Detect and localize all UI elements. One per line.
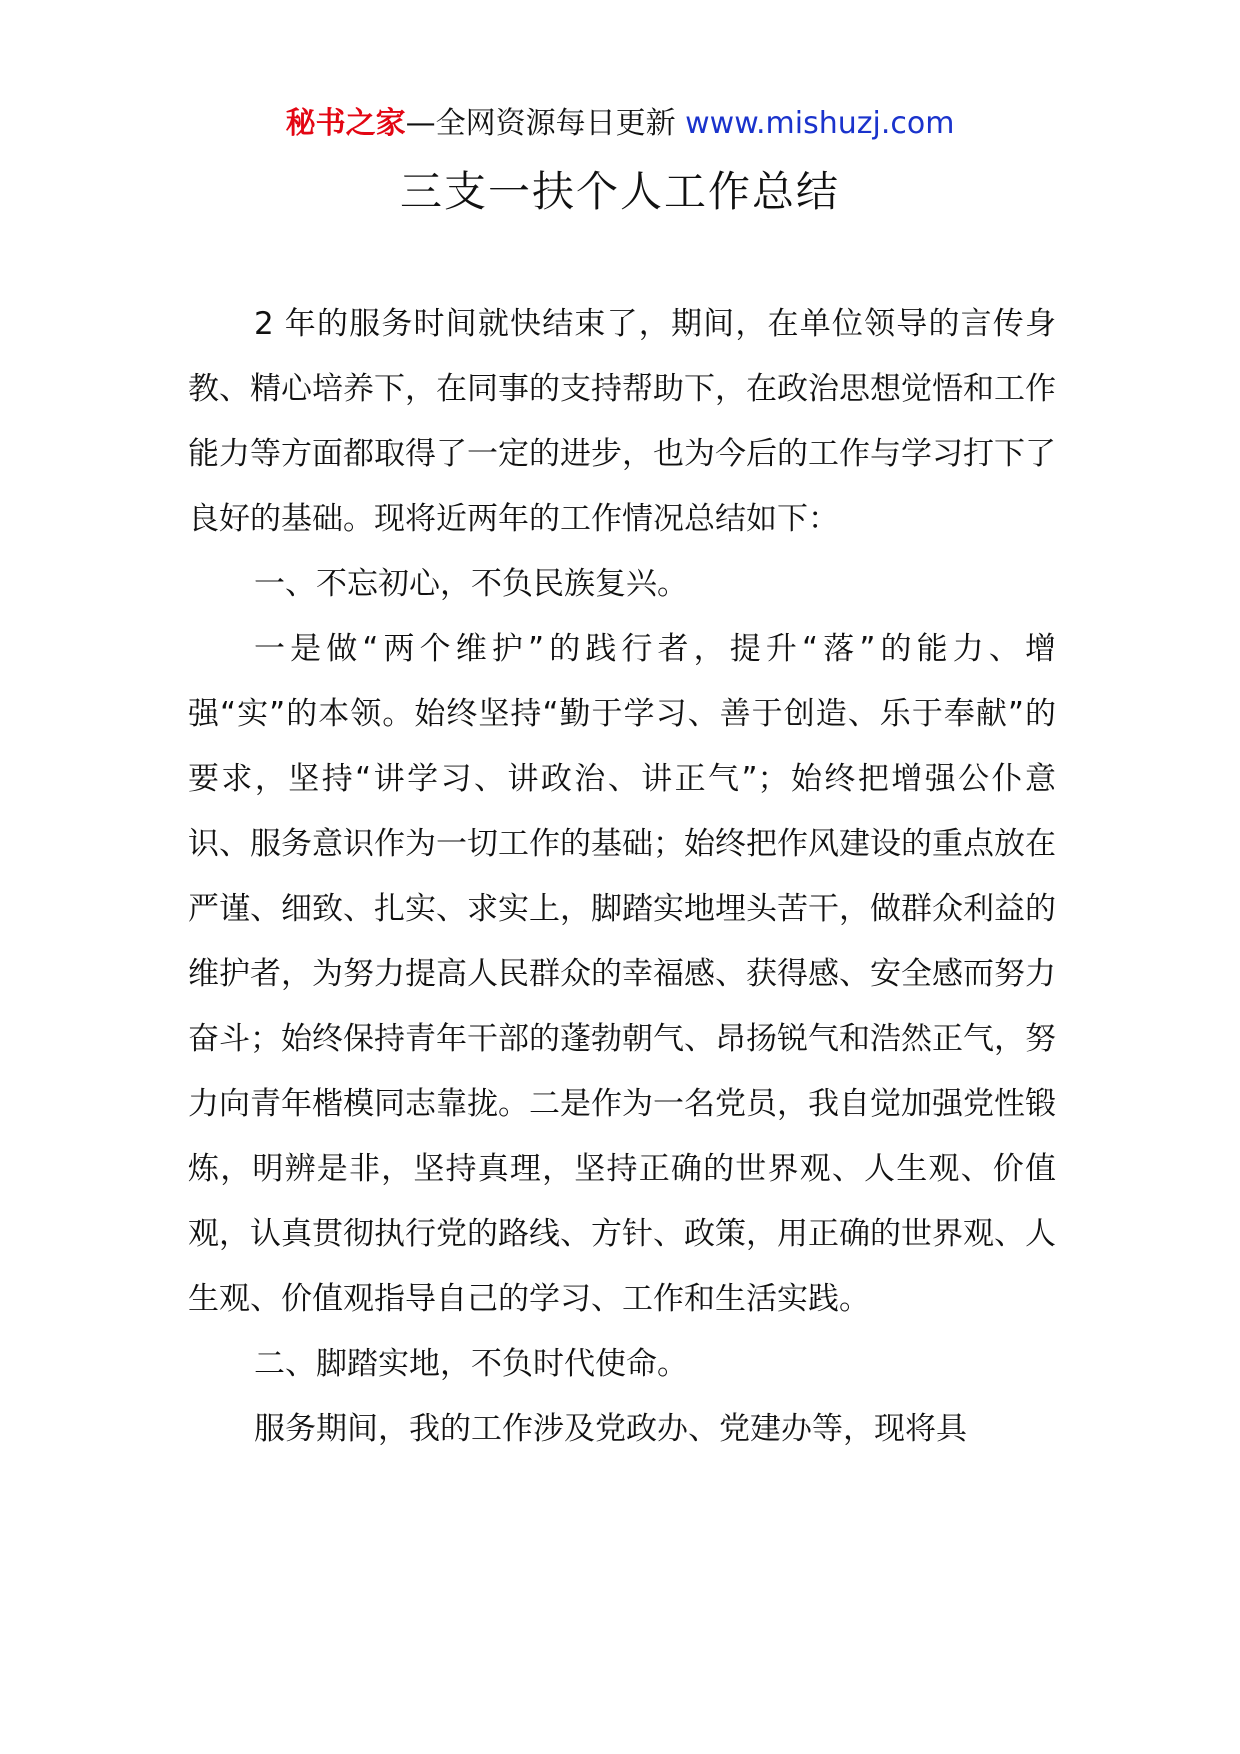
section-heading-1: 一、不忘初心，不负民族复兴。: [254, 566, 688, 602]
site-brand: 秘书之家: [285, 106, 406, 141]
body-paragraph-continued: 服务期间，我的工作涉及党政办、党建办等，现将具: [254, 1411, 967, 1447]
site-tagline: —全网资源每日更新: [405, 106, 686, 141]
document-body: [188, 292, 1056, 1462]
intro-paragraph: 2 年的服务时间就快结束了，期间，在单位领导的言传身教、精心培养下，在同事的支持帮助下，在政治思想觉悟和工作能力等方面都取得了一定的进步，也为今后的工作与学习打下了良好的基础。现将近两年的工作情况总结如下：: [188, 306, 1056, 537]
site-url-link[interactable]: www.mishuzj.com: [685, 106, 955, 141]
body-paragraph: 一是做“两个维护”的践行者，提升“落”的能力、增强“实”的本领。始终坚持“勤于学习、善于创造、乐于奉献”的要求，坚持“讲学习、讲政治、讲正气”；始终把增强公仆意识、服务意识作为一切工作的基础；始终把作风建设的重点放在严谨、细致、扎实、求实上，脚踏实地埋头苦干，做群众利益的维护者，为努力提高人民群众的幸福感、获得感、安全感而努力奋斗；始终保持青年干部的蓬勃朝气、昂扬锐气和浩然正气，努力向青年楷模同志靠拢。二是作为一名党员，我自觉加强党性锻炼，明辨是非，坚持真理，坚持正确的世界观、人生观、价值观，认真贯彻执行党的路线、方针、政策，用正确的世界观、人生观、价值观指导自己的学习、工作和生活实践。: [188, 631, 1056, 1317]
site-header: [0, 104, 1240, 144]
document-title: 三支一扶个人工作总结: [399, 167, 840, 216]
section-heading-2: 二、脚踏实地，不负时代使命。: [254, 1346, 688, 1382]
